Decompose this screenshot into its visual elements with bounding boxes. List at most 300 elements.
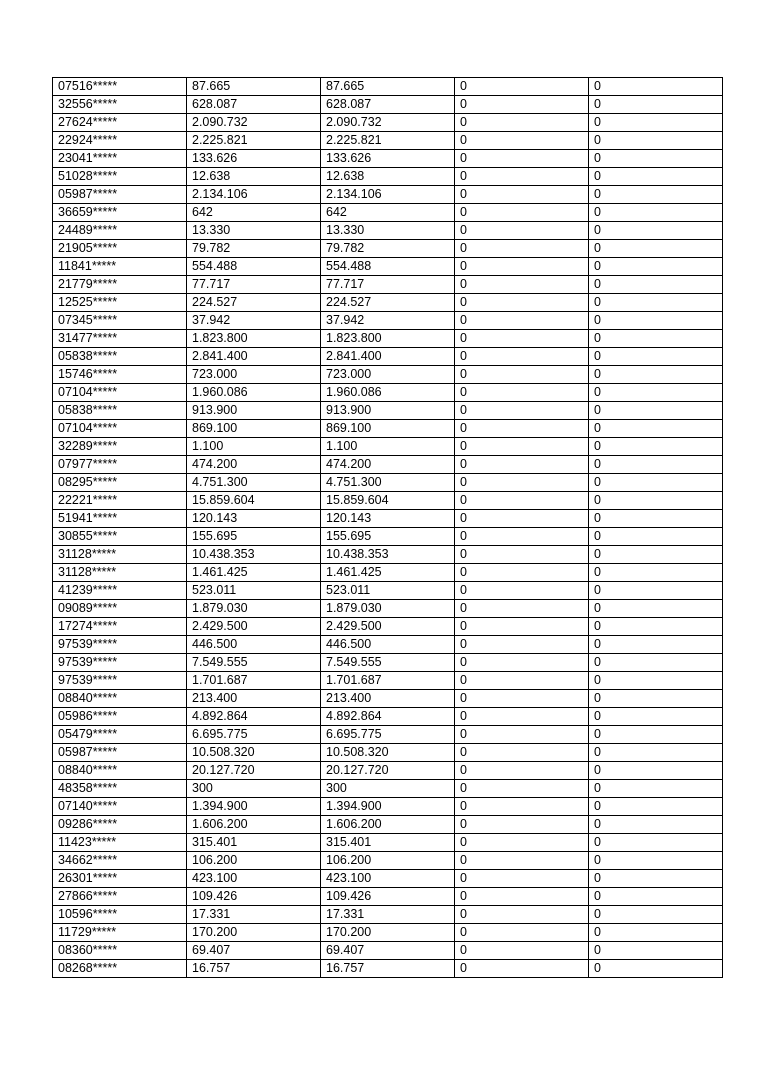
table-row [53, 258, 723, 276]
record-id-cell: 34662***** [53, 852, 187, 870]
record-id-cell: 11841***** [53, 258, 187, 276]
value-cell: 2.429.500 [321, 618, 455, 636]
record-id-cell: 05838***** [53, 402, 187, 420]
zero-value-cell: 0 [589, 240, 723, 258]
zero-value-cell: 0 [589, 654, 723, 672]
zero-value-cell: 0 [455, 924, 589, 942]
value-cell: 2.841.400 [187, 348, 321, 366]
value-cell: 69.407 [321, 942, 455, 960]
value-cell: 4.751.300 [187, 474, 321, 492]
zero-value-cell: 0 [589, 420, 723, 438]
value-cell: 17.331 [187, 906, 321, 924]
table-row [53, 960, 723, 978]
zero-value-cell: 0 [589, 942, 723, 960]
value-cell: 79.782 [321, 240, 455, 258]
zero-value-cell: 0 [455, 600, 589, 618]
table-row [53, 564, 723, 582]
zero-value-cell: 0 [589, 294, 723, 312]
table-row [53, 924, 723, 942]
value-cell: 1.606.200 [321, 816, 455, 834]
value-cell: 224.527 [321, 294, 455, 312]
zero-value-cell: 0 [589, 186, 723, 204]
value-cell: 869.100 [187, 420, 321, 438]
table-row [53, 546, 723, 564]
record-id-cell: 22221***** [53, 492, 187, 510]
record-id-cell: 10596***** [53, 906, 187, 924]
zero-value-cell: 0 [589, 924, 723, 942]
record-id-cell: 97539***** [53, 672, 187, 690]
value-cell: 628.087 [187, 96, 321, 114]
value-cell: 446.500 [187, 636, 321, 654]
value-cell: 213.400 [187, 690, 321, 708]
zero-value-cell: 0 [589, 600, 723, 618]
value-cell: 16.757 [321, 960, 455, 978]
record-id-cell: 24489***** [53, 222, 187, 240]
zero-value-cell: 0 [589, 456, 723, 474]
zero-value-cell: 0 [455, 222, 589, 240]
table-row [53, 474, 723, 492]
table-row [53, 222, 723, 240]
zero-value-cell: 0 [589, 528, 723, 546]
table-row [53, 888, 723, 906]
value-cell: 155.695 [321, 528, 455, 546]
value-cell: 77.717 [187, 276, 321, 294]
zero-value-cell: 0 [589, 798, 723, 816]
table-row [53, 528, 723, 546]
value-cell: 2.429.500 [187, 618, 321, 636]
value-cell: 4.892.864 [321, 708, 455, 726]
value-cell: 474.200 [187, 456, 321, 474]
table-row [53, 96, 723, 114]
zero-value-cell: 0 [589, 168, 723, 186]
table-row [53, 816, 723, 834]
table-row [53, 168, 723, 186]
zero-value-cell: 0 [589, 348, 723, 366]
value-cell: 13.330 [321, 222, 455, 240]
zero-value-cell: 0 [589, 564, 723, 582]
table-row [53, 672, 723, 690]
zero-value-cell: 0 [455, 204, 589, 222]
zero-value-cell: 0 [455, 186, 589, 204]
value-cell: 2.134.106 [187, 186, 321, 204]
zero-value-cell: 0 [589, 474, 723, 492]
table-row [53, 762, 723, 780]
record-id-cell: 07104***** [53, 384, 187, 402]
zero-value-cell: 0 [455, 888, 589, 906]
value-cell: 10.438.353 [187, 546, 321, 564]
value-cell: 300 [321, 780, 455, 798]
value-cell: 423.100 [187, 870, 321, 888]
zero-value-cell: 0 [455, 420, 589, 438]
value-cell: 4.751.300 [321, 474, 455, 492]
record-id-cell: 08268***** [53, 960, 187, 978]
table-row [53, 870, 723, 888]
value-cell: 1.879.030 [187, 600, 321, 618]
value-cell: 15.859.604 [321, 492, 455, 510]
zero-value-cell: 0 [589, 636, 723, 654]
value-cell: 1.461.425 [187, 564, 321, 582]
value-cell: 4.892.864 [187, 708, 321, 726]
record-id-cell: 05986***** [53, 708, 187, 726]
record-id-cell: 22924***** [53, 132, 187, 150]
zero-value-cell: 0 [455, 762, 589, 780]
record-id-cell: 07516***** [53, 78, 187, 96]
zero-value-cell: 0 [589, 852, 723, 870]
record-id-cell: 05479***** [53, 726, 187, 744]
table-row [53, 240, 723, 258]
value-cell: 224.527 [187, 294, 321, 312]
value-cell: 120.143 [321, 510, 455, 528]
zero-value-cell: 0 [589, 834, 723, 852]
value-cell: 1.823.800 [321, 330, 455, 348]
zero-value-cell: 0 [455, 798, 589, 816]
zero-value-cell: 0 [589, 816, 723, 834]
zero-value-cell: 0 [455, 528, 589, 546]
record-id-cell: 30855***** [53, 528, 187, 546]
record-id-cell: 08840***** [53, 690, 187, 708]
value-cell: 12.638 [187, 168, 321, 186]
value-cell: 1.394.900 [187, 798, 321, 816]
zero-value-cell: 0 [455, 780, 589, 798]
record-id-cell: 12525***** [53, 294, 187, 312]
value-cell: 69.407 [187, 942, 321, 960]
table-row [53, 636, 723, 654]
value-cell: 1.701.687 [187, 672, 321, 690]
value-cell: 87.665 [187, 78, 321, 96]
record-id-cell: 11729***** [53, 924, 187, 942]
table-row [53, 744, 723, 762]
value-cell: 2.841.400 [321, 348, 455, 366]
zero-value-cell: 0 [455, 636, 589, 654]
table-row [53, 582, 723, 600]
zero-value-cell: 0 [589, 690, 723, 708]
zero-value-cell: 0 [589, 312, 723, 330]
zero-value-cell: 0 [455, 672, 589, 690]
zero-value-cell: 0 [455, 276, 589, 294]
table-row [53, 510, 723, 528]
value-cell: 7.549.555 [187, 654, 321, 672]
value-cell: 1.701.687 [321, 672, 455, 690]
value-cell: 16.757 [187, 960, 321, 978]
table-row [53, 114, 723, 132]
value-cell: 1.100 [187, 438, 321, 456]
zero-value-cell: 0 [455, 240, 589, 258]
record-id-cell: 48358***** [53, 780, 187, 798]
record-id-cell: 08295***** [53, 474, 187, 492]
value-cell: 10.438.353 [321, 546, 455, 564]
table-row [53, 618, 723, 636]
table-row [53, 402, 723, 420]
value-cell: 12.638 [321, 168, 455, 186]
zero-value-cell: 0 [589, 672, 723, 690]
zero-value-cell: 0 [589, 438, 723, 456]
zero-value-cell: 0 [589, 114, 723, 132]
value-cell: 79.782 [187, 240, 321, 258]
zero-value-cell: 0 [455, 402, 589, 420]
table-row [53, 492, 723, 510]
record-id-cell: 31128***** [53, 564, 187, 582]
zero-value-cell: 0 [455, 834, 589, 852]
zero-value-cell: 0 [455, 582, 589, 600]
zero-value-cell: 0 [455, 960, 589, 978]
zero-value-cell: 0 [589, 726, 723, 744]
table-row [53, 708, 723, 726]
zero-value-cell: 0 [455, 78, 589, 96]
record-id-cell: 36659***** [53, 204, 187, 222]
zero-value-cell: 0 [589, 888, 723, 906]
table-row [53, 456, 723, 474]
zero-value-cell: 0 [455, 690, 589, 708]
zero-value-cell: 0 [455, 546, 589, 564]
zero-value-cell: 0 [455, 258, 589, 276]
value-cell: 315.401 [321, 834, 455, 852]
table-row [53, 186, 723, 204]
record-id-cell: 21905***** [53, 240, 187, 258]
zero-value-cell: 0 [455, 438, 589, 456]
value-cell: 15.859.604 [187, 492, 321, 510]
value-cell: 723.000 [321, 366, 455, 384]
record-id-cell: 51028***** [53, 168, 187, 186]
value-cell: 523.011 [321, 582, 455, 600]
value-cell: 2.090.732 [187, 114, 321, 132]
value-cell: 315.401 [187, 834, 321, 852]
value-cell: 17.331 [321, 906, 455, 924]
table-row [53, 780, 723, 798]
table-row [53, 204, 723, 222]
zero-value-cell: 0 [455, 726, 589, 744]
zero-value-cell: 0 [455, 132, 589, 150]
zero-value-cell: 0 [589, 780, 723, 798]
value-cell: 213.400 [321, 690, 455, 708]
zero-value-cell: 0 [589, 150, 723, 168]
table-row [53, 942, 723, 960]
value-cell: 913.900 [321, 402, 455, 420]
value-cell: 474.200 [321, 456, 455, 474]
zero-value-cell: 0 [455, 618, 589, 636]
record-id-cell: 09089***** [53, 600, 187, 618]
value-cell: 869.100 [321, 420, 455, 438]
zero-value-cell: 0 [589, 132, 723, 150]
table-row [53, 600, 723, 618]
zero-value-cell: 0 [455, 366, 589, 384]
zero-value-cell: 0 [589, 618, 723, 636]
zero-value-cell: 0 [589, 276, 723, 294]
value-cell: 642 [187, 204, 321, 222]
value-cell: 20.127.720 [321, 762, 455, 780]
zero-value-cell: 0 [589, 402, 723, 420]
zero-value-cell: 0 [455, 744, 589, 762]
zero-value-cell: 0 [455, 294, 589, 312]
zero-value-cell: 0 [455, 150, 589, 168]
value-cell: 109.426 [321, 888, 455, 906]
zero-value-cell: 0 [589, 708, 723, 726]
value-cell: 1.823.800 [187, 330, 321, 348]
zero-value-cell: 0 [589, 510, 723, 528]
zero-value-cell: 0 [589, 906, 723, 924]
zero-value-cell: 0 [455, 564, 589, 582]
table-row [53, 798, 723, 816]
record-id-cell: 09286***** [53, 816, 187, 834]
zero-value-cell: 0 [589, 960, 723, 978]
record-id-cell: 07104***** [53, 420, 187, 438]
value-cell: 7.549.555 [321, 654, 455, 672]
zero-value-cell: 0 [589, 582, 723, 600]
value-cell: 109.426 [187, 888, 321, 906]
record-id-cell: 23041***** [53, 150, 187, 168]
zero-value-cell: 0 [589, 762, 723, 780]
table-row [53, 78, 723, 96]
record-id-cell: 32289***** [53, 438, 187, 456]
value-cell: 723.000 [187, 366, 321, 384]
zero-value-cell: 0 [455, 474, 589, 492]
zero-value-cell: 0 [455, 330, 589, 348]
record-id-cell: 05987***** [53, 186, 187, 204]
value-cell: 106.200 [187, 852, 321, 870]
table-row [53, 312, 723, 330]
zero-value-cell: 0 [455, 906, 589, 924]
value-cell: 10.508.320 [321, 744, 455, 762]
zero-value-cell: 0 [589, 492, 723, 510]
table-row [53, 276, 723, 294]
zero-value-cell: 0 [455, 708, 589, 726]
value-cell: 1.879.030 [321, 600, 455, 618]
value-cell: 120.143 [187, 510, 321, 528]
value-cell: 1.100 [321, 438, 455, 456]
zero-value-cell: 0 [455, 96, 589, 114]
table-row [53, 690, 723, 708]
value-cell: 554.488 [187, 258, 321, 276]
data-table [52, 77, 723, 978]
zero-value-cell: 0 [455, 510, 589, 528]
table-row [53, 366, 723, 384]
zero-value-cell: 0 [455, 312, 589, 330]
record-id-cell: 27866***** [53, 888, 187, 906]
value-cell: 155.695 [187, 528, 321, 546]
zero-value-cell: 0 [455, 852, 589, 870]
zero-value-cell: 0 [455, 870, 589, 888]
table-row [53, 384, 723, 402]
value-cell: 2.134.106 [321, 186, 455, 204]
value-cell: 300 [187, 780, 321, 798]
zero-value-cell: 0 [589, 204, 723, 222]
zero-value-cell: 0 [455, 384, 589, 402]
value-cell: 20.127.720 [187, 762, 321, 780]
value-cell: 446.500 [321, 636, 455, 654]
record-id-cell: 08360***** [53, 942, 187, 960]
table-row [53, 150, 723, 168]
zero-value-cell: 0 [455, 348, 589, 366]
record-id-cell: 51941***** [53, 510, 187, 528]
value-cell: 628.087 [321, 96, 455, 114]
table-row [53, 906, 723, 924]
table-row [53, 330, 723, 348]
record-id-cell: 31477***** [53, 330, 187, 348]
record-id-cell: 17274***** [53, 618, 187, 636]
value-cell: 170.200 [187, 924, 321, 942]
value-cell: 642 [321, 204, 455, 222]
table-row [53, 834, 723, 852]
zero-value-cell: 0 [589, 330, 723, 348]
record-id-cell: 32556***** [53, 96, 187, 114]
value-cell: 133.626 [321, 150, 455, 168]
value-cell: 1.394.900 [321, 798, 455, 816]
record-id-cell: 41239***** [53, 582, 187, 600]
value-cell: 106.200 [321, 852, 455, 870]
table-row [53, 852, 723, 870]
record-id-cell: 97539***** [53, 654, 187, 672]
zero-value-cell: 0 [455, 456, 589, 474]
record-id-cell: 05838***** [53, 348, 187, 366]
zero-value-cell: 0 [589, 744, 723, 762]
value-cell: 2.225.821 [187, 132, 321, 150]
zero-value-cell: 0 [589, 870, 723, 888]
value-cell: 523.011 [187, 582, 321, 600]
value-cell: 37.942 [321, 312, 455, 330]
record-id-cell: 07977***** [53, 456, 187, 474]
zero-value-cell: 0 [455, 654, 589, 672]
table-body [53, 78, 723, 978]
value-cell: 133.626 [187, 150, 321, 168]
table-row [53, 294, 723, 312]
value-cell: 2.090.732 [321, 114, 455, 132]
record-id-cell: 07345***** [53, 312, 187, 330]
table-row [53, 438, 723, 456]
record-id-cell: 07140***** [53, 798, 187, 816]
value-cell: 423.100 [321, 870, 455, 888]
record-id-cell: 05987***** [53, 744, 187, 762]
record-id-cell: 31128***** [53, 546, 187, 564]
value-cell: 1.960.086 [187, 384, 321, 402]
table-row [53, 654, 723, 672]
record-id-cell: 21779***** [53, 276, 187, 294]
table-row [53, 420, 723, 438]
value-cell: 6.695.775 [321, 726, 455, 744]
value-cell: 1.606.200 [187, 816, 321, 834]
table-row [53, 132, 723, 150]
zero-value-cell: 0 [589, 546, 723, 564]
value-cell: 170.200 [321, 924, 455, 942]
record-id-cell: 26301***** [53, 870, 187, 888]
value-cell: 554.488 [321, 258, 455, 276]
value-cell: 1.461.425 [321, 564, 455, 582]
value-cell: 77.717 [321, 276, 455, 294]
value-cell: 10.508.320 [187, 744, 321, 762]
record-id-cell: 15746***** [53, 366, 187, 384]
value-cell: 13.330 [187, 222, 321, 240]
record-id-cell: 27624***** [53, 114, 187, 132]
zero-value-cell: 0 [455, 942, 589, 960]
zero-value-cell: 0 [455, 168, 589, 186]
value-cell: 913.900 [187, 402, 321, 420]
zero-value-cell: 0 [455, 114, 589, 132]
zero-value-cell: 0 [455, 816, 589, 834]
value-cell: 1.960.086 [321, 384, 455, 402]
value-cell: 87.665 [321, 78, 455, 96]
record-id-cell: 08840***** [53, 762, 187, 780]
value-cell: 37.942 [187, 312, 321, 330]
table-row [53, 348, 723, 366]
zero-value-cell: 0 [589, 384, 723, 402]
zero-value-cell: 0 [589, 222, 723, 240]
table-row [53, 726, 723, 744]
zero-value-cell: 0 [455, 492, 589, 510]
zero-value-cell: 0 [589, 78, 723, 96]
record-id-cell: 11423***** [53, 834, 187, 852]
zero-value-cell: 0 [589, 96, 723, 114]
zero-value-cell: 0 [589, 258, 723, 276]
value-cell: 6.695.775 [187, 726, 321, 744]
zero-value-cell: 0 [589, 366, 723, 384]
